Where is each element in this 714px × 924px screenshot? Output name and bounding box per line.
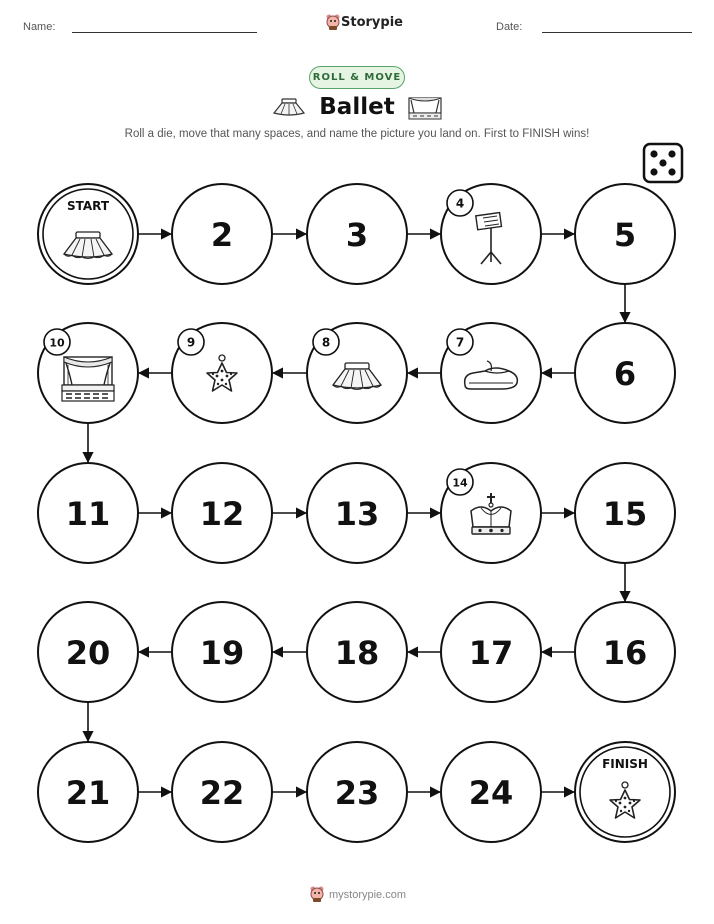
- board-space-25[interactable]: [575, 742, 675, 842]
- space-number: 9: [186, 335, 196, 350]
- space-number: 2: [210, 216, 234, 254]
- board-space-5[interactable]: [575, 184, 675, 284]
- date-label: Date:: [496, 21, 523, 33]
- space-number: 5: [613, 216, 637, 254]
- board-space-9[interactable]: [172, 323, 272, 423]
- name-label: Name:: [23, 21, 56, 33]
- space-number: 23: [334, 774, 380, 812]
- space-number: 24: [468, 774, 514, 812]
- footer-site[interactable]: mystorypie.com: [329, 889, 407, 901]
- board-space-7[interactable]: [441, 323, 541, 423]
- board-space-12[interactable]: [172, 463, 272, 563]
- space-number: 20: [65, 634, 111, 672]
- board-space-22[interactable]: [172, 742, 272, 842]
- space-number: 13: [334, 495, 380, 533]
- board-space-21[interactable]: [38, 742, 138, 842]
- instructions: Roll a die, move that many spaces, and name the picture you land on. First to FINISH wins!: [124, 128, 590, 140]
- space-number: 11: [65, 495, 111, 533]
- board-space-3[interactable]: [307, 184, 407, 284]
- board-space-23[interactable]: [307, 742, 407, 842]
- space-number: 18: [334, 634, 380, 672]
- space-number: 4: [455, 196, 465, 211]
- brand-name: Storypie: [341, 15, 403, 30]
- board-space-19[interactable]: [172, 602, 272, 702]
- board-space-15[interactable]: [575, 463, 675, 563]
- space-number: 22: [199, 774, 245, 812]
- board-space-17[interactable]: [441, 602, 541, 702]
- space-number: 3: [345, 216, 369, 254]
- space-number: 7: [455, 335, 465, 350]
- theater-stage-icon: [62, 357, 114, 401]
- board-space-14[interactable]: [441, 463, 541, 563]
- board-space-4[interactable]: [441, 184, 541, 284]
- space-number: 12: [199, 495, 245, 533]
- roll-and-move-badge: ROLL & MOVE: [309, 66, 405, 89]
- space-number: 14: [452, 476, 468, 490]
- board-space-20[interactable]: [38, 602, 138, 702]
- space-number: 10: [49, 336, 65, 350]
- board-space-10[interactable]: [38, 323, 138, 423]
- board-space-6[interactable]: [575, 323, 675, 423]
- board-space-11[interactable]: [38, 463, 138, 563]
- board-space-16[interactable]: [575, 602, 675, 702]
- board-space-18[interactable]: [307, 602, 407, 702]
- space-number: 6: [613, 355, 637, 393]
- board-space-24[interactable]: [441, 742, 541, 842]
- board-space-2[interactable]: [172, 184, 272, 284]
- page-title: Ballet: [319, 94, 395, 120]
- finish-label: FINISH: [602, 757, 648, 771]
- board-space-8[interactable]: [307, 323, 407, 423]
- board-space-13[interactable]: [307, 463, 407, 563]
- start-label: START: [66, 199, 110, 213]
- space-number: 17: [468, 634, 514, 672]
- space-number: 21: [65, 774, 111, 812]
- board-space-1[interactable]: [38, 184, 138, 284]
- space-number: 8: [321, 335, 331, 350]
- space-number: 19: [199, 634, 245, 672]
- storypie-footer-logo-icon: [309, 885, 325, 903]
- space-number: 16: [602, 634, 648, 672]
- space-number: 15: [602, 495, 648, 533]
